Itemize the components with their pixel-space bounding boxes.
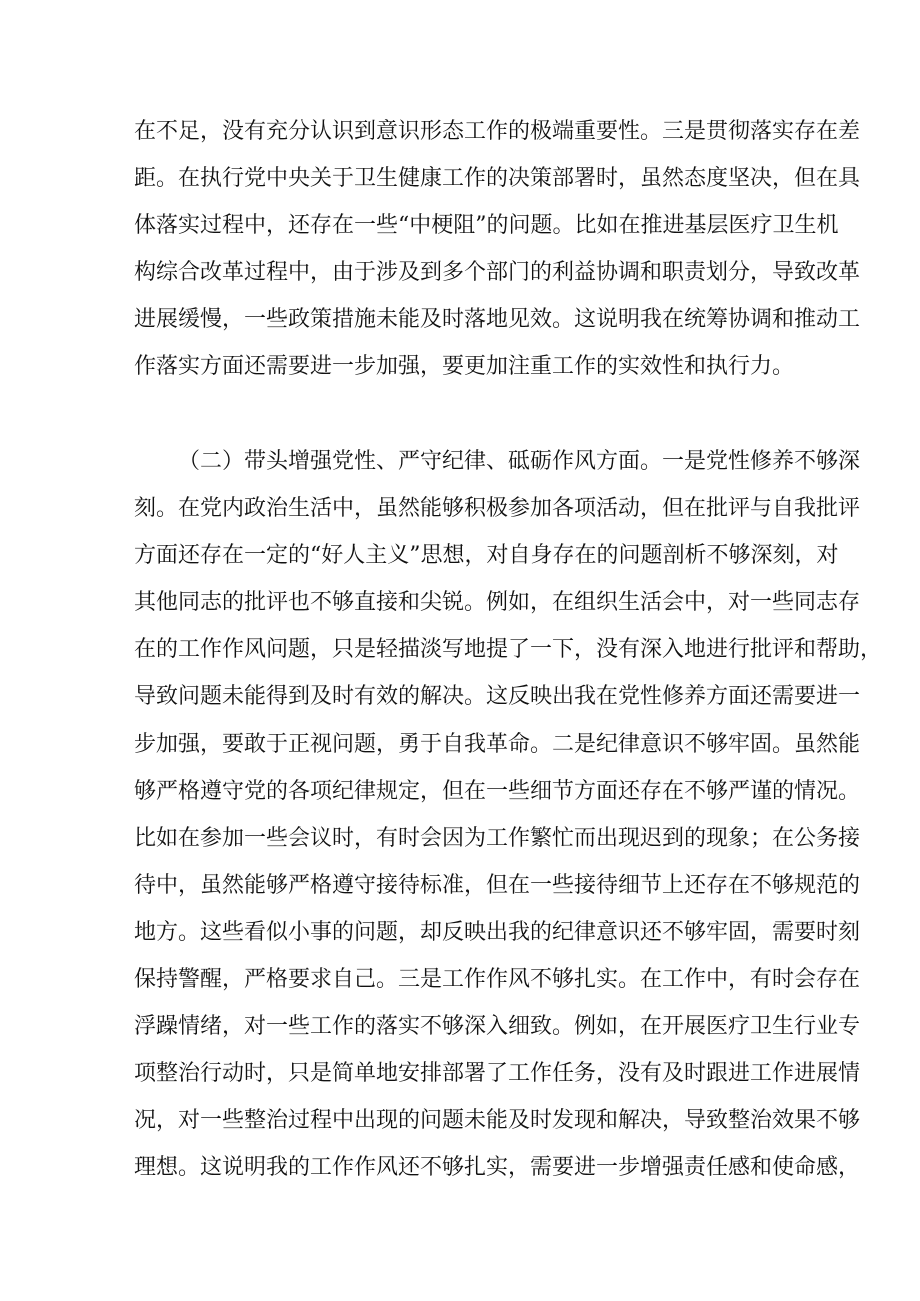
text-line: 在的工作作风问题，只是轻描淡写地提了一下，没有深入地进行批评和帮助，	[134, 637, 883, 663]
text-line: 待中，虽然能够严格遵守接待标准，但在一些接待细节上还存在不够规范的	[134, 872, 861, 898]
text-line: 在不足，没有充分认识到意识形态工作的极端重要性。三是贯彻落实存在差	[134, 119, 861, 144]
text-line: 比如在参加一些会议时，有时会因为工作繁忙而出现迟到的现象；在公务接	[134, 825, 861, 851]
text-line: 刻。在党内政治生活中，虽然能够积极参加各项活动，但在批评与自我批评	[134, 496, 861, 522]
text-line: 构综合改革过程中，由于涉及到多个部门的利益协调和职责划分，导致改革	[134, 260, 861, 286]
text-line: 地方。这些看似小事的问题，却反映出我的纪律意识还不够牢固，需要时刻	[134, 919, 861, 945]
paragraph-2	[134, 438, 883, 1192]
text-line: 项整治行动时，只是简单地安排部署了工作任务，没有及时跟进工作进展情	[134, 1061, 861, 1087]
text-line: 作落实方面还需要进一步加强，要更加注重工作的实效性和执行力。	[134, 354, 795, 380]
text-line: 理想。这说明我的工作作风还不够扎实，需要进一步增强责任感和使命感，	[134, 1155, 861, 1181]
text-line: 方面还存在一定的“好人主义”思想，对自身存在的问题剖析不够深刻，对	[134, 543, 839, 569]
text-line: 其他同志的批评也不够直接和尖锐。例如，在组织生活会中，对一些同志存	[134, 590, 861, 616]
text-line: 导致问题未能得到及时有效的解决。这反映出我在党性修养方面还需要进一	[134, 684, 861, 710]
text-line: 距。在执行党中央关于卫生健康工作的决策部署时，虽然态度坚决，但在具	[134, 166, 861, 192]
text-line: 保持警醒，严格要求自己。三是工作作风不够扎实。在工作中，有时会存在	[134, 967, 861, 993]
text-line: 步加强，要敢于正视问题，勇于自我革命。二是纪律意识不够牢固。虽然能	[134, 731, 861, 757]
text-line: 况，对一些整治过程中出现的问题未能及时发现和解决，导致整治效果不够	[134, 1108, 861, 1134]
text-line: （二）带头增强党性、严守纪律、砥砺作风方面。一是党性修养不够深	[178, 449, 861, 474]
text-line: 浮躁情绪，对一些工作的落实不够深入细致。例如，在开展医疗卫生行业专	[134, 1014, 861, 1040]
text-line: 体落实过程中，还存在一些“中梗阻”的问题。比如在推进基层医疗卫生机	[134, 213, 839, 239]
paragraph-1	[134, 108, 861, 391]
text-line: 进展缓慢，一些政策措施未能及时落地见效。这说明我在统筹协调和推动工	[134, 307, 861, 333]
text-line: 够严格遵守党的各项纪律规定，但在一些细节方面还存在不够严谨的情况。	[134, 778, 861, 804]
